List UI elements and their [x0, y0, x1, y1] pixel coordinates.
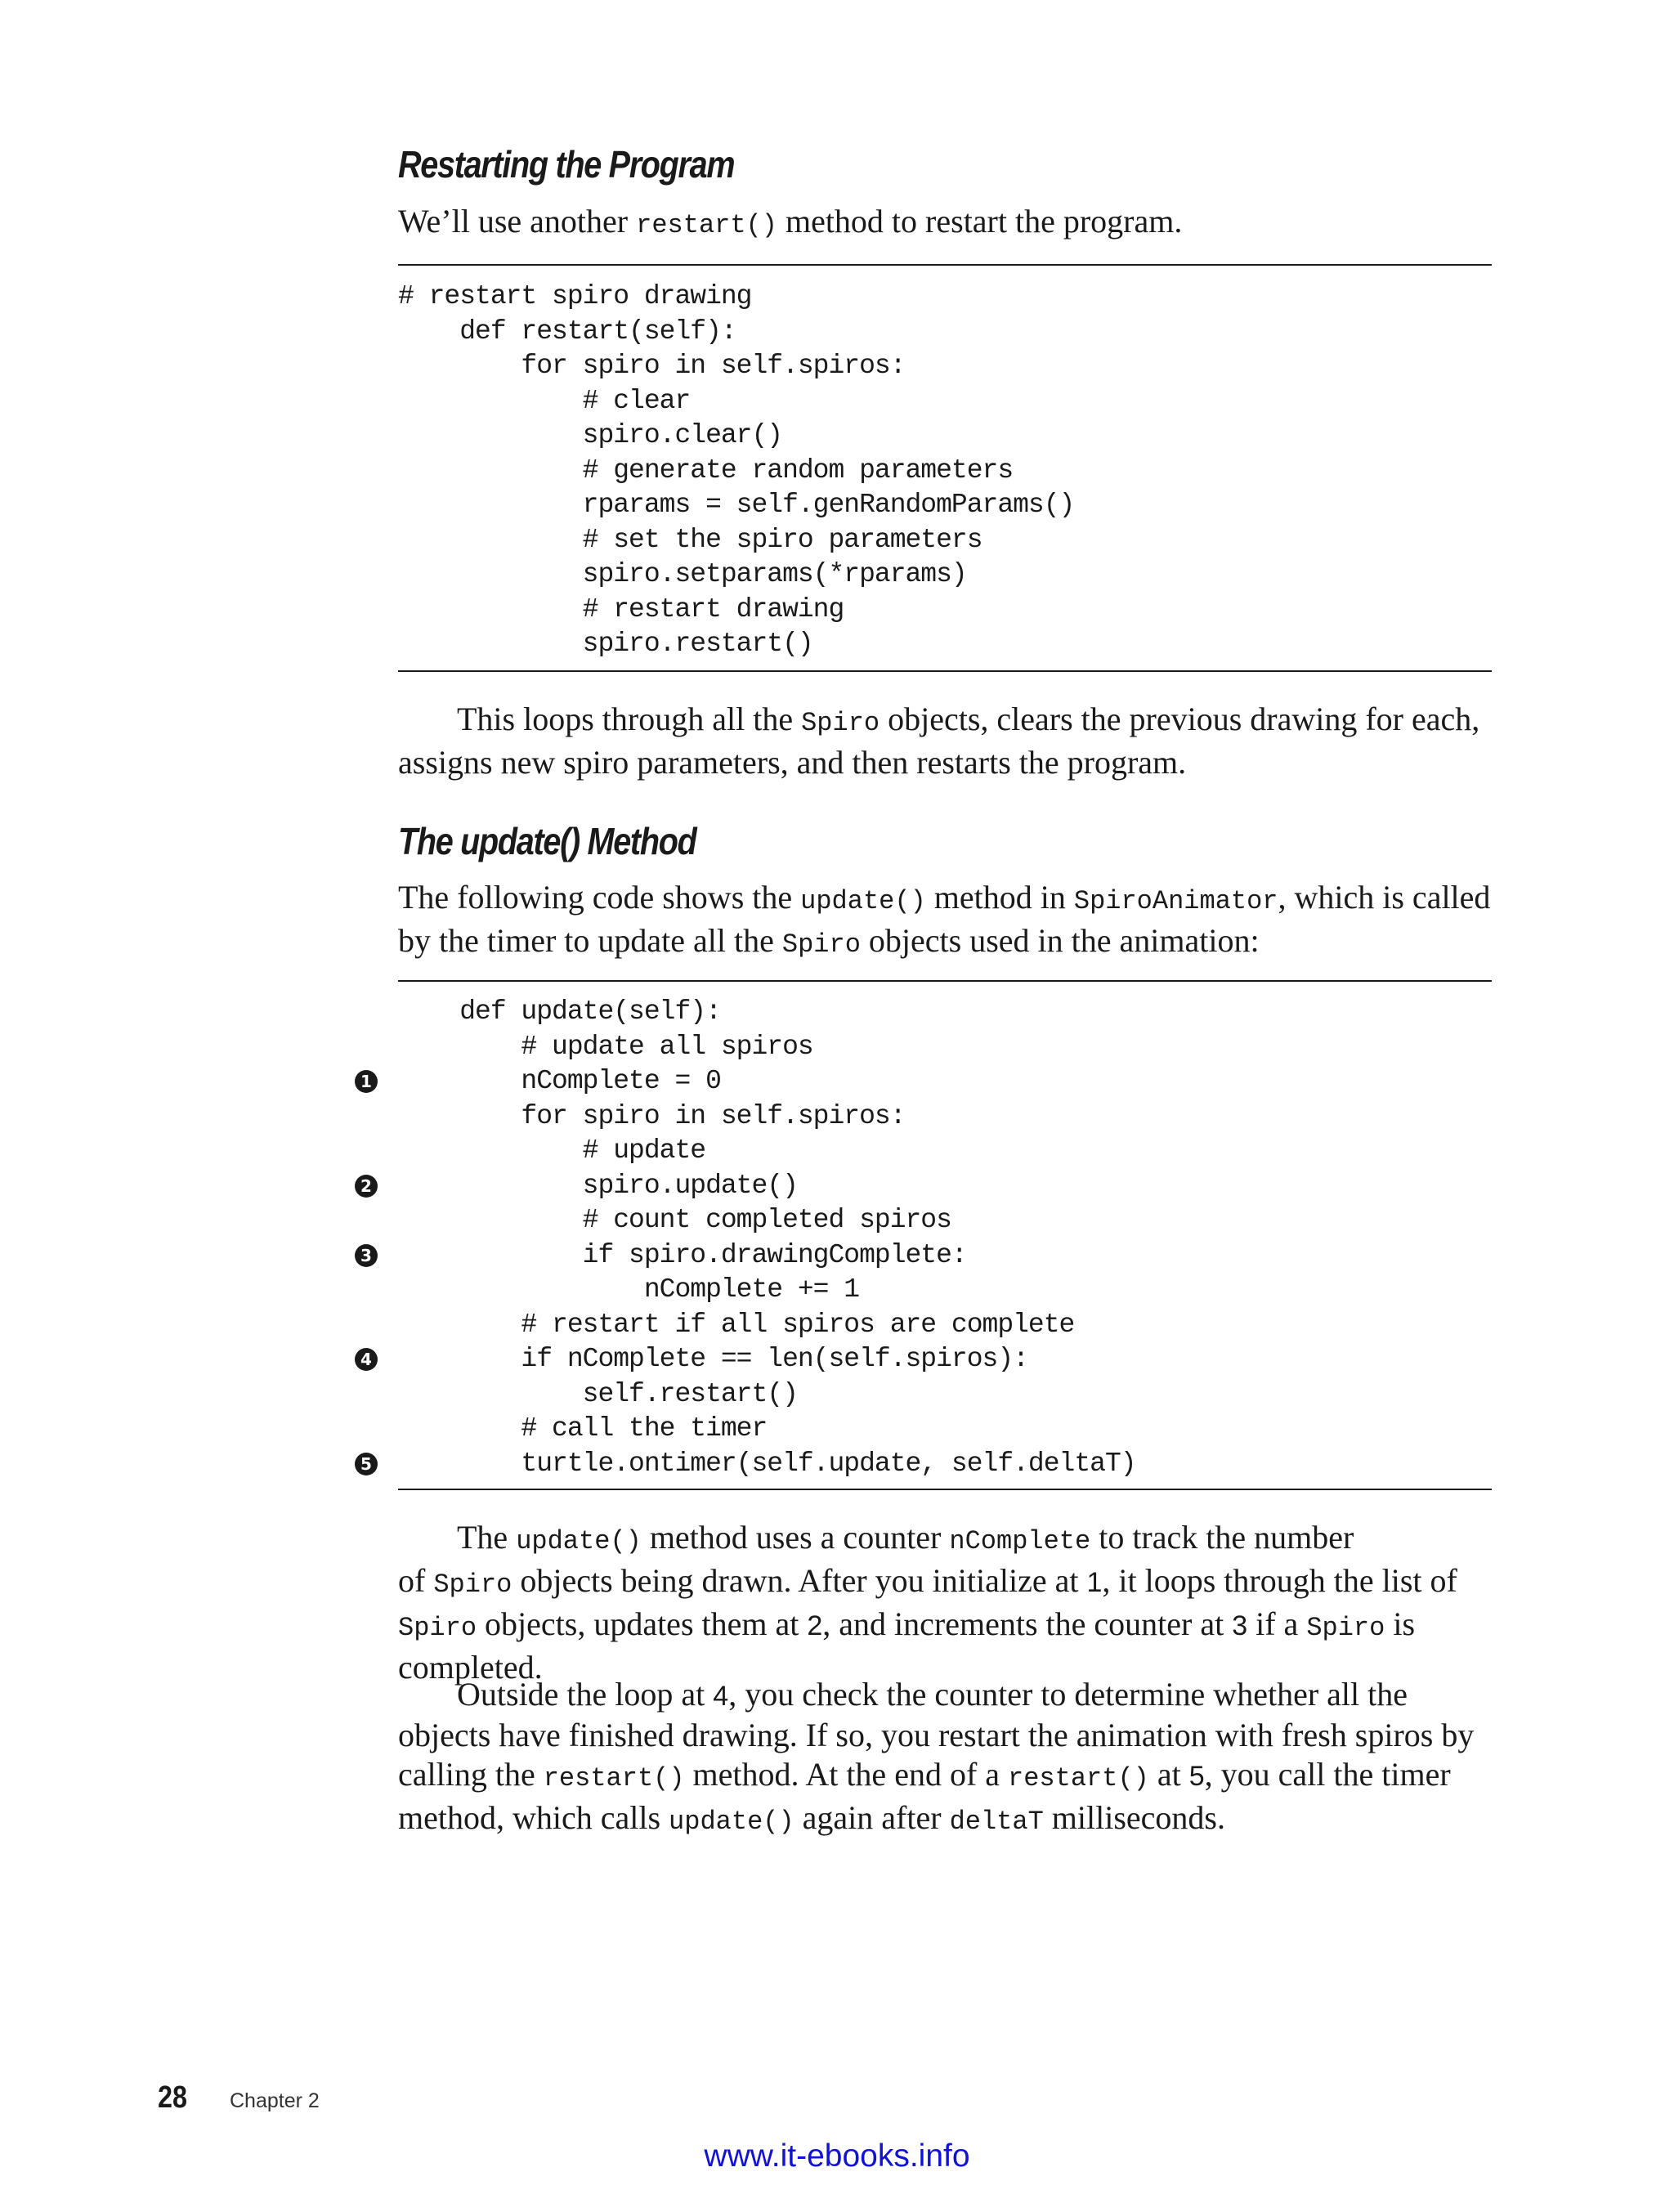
code-line: # update: [398, 1135, 706, 1166]
callout-marker-1: 1: [355, 1070, 378, 1093]
code-rule-top: [398, 264, 1492, 266]
inline-code: update(): [669, 1807, 794, 1837]
inline-code: nComplete: [949, 1526, 1091, 1556]
code-line: # count completed spiros: [398, 1205, 951, 1235]
inline-code: SpiroAnimator: [1073, 886, 1278, 916]
update-explanation-paragraph-2: Outside the loop at 4, you check the counter to determine whether all the objects have finished drawing. If so, you restart the animation with fresh spiros by calling the restart() method. At the end of a restart() at 5, you call the timer method, which calls update() again after deltaT milliseconds.: [398, 1676, 1475, 1837]
code-line: nComplete = 0: [398, 1066, 721, 1096]
callout-ref-1: 1: [1086, 1567, 1103, 1598]
code-line: spiro.restart(): [398, 629, 813, 659]
inline-code: deltaT: [949, 1807, 1044, 1837]
code-line: spiro.update(): [398, 1170, 798, 1201]
page-number: 28: [158, 2080, 187, 2115]
inline-code: Spiro: [433, 1569, 512, 1600]
callout-ref-3: 3: [1232, 1610, 1248, 1641]
section-heading-update: The update() Method: [398, 820, 696, 862]
code-line: # call the timer: [398, 1413, 768, 1444]
restart-intro-paragraph: We’ll use another restart() method to restart the program.: [398, 203, 1183, 240]
code-line: spiro.setparams(*rparams): [398, 559, 967, 589]
code-rule-bottom: [398, 1489, 1492, 1490]
code-line: # set the spiro parameters: [398, 524, 982, 555]
code-line: rparams = self.genRandomParams(): [398, 490, 1075, 520]
update-intro-paragraph: The following code shows the update() method in SpiroAnimator, which is called by the timer to update all the Spiro objects used in the animation:: [398, 879, 1491, 960]
code-line: # restart if all spiros are complete: [398, 1309, 1075, 1340]
code-line: nComplete += 1: [398, 1274, 860, 1305]
chapter-label: Chapter 2: [230, 2089, 320, 2112]
code-line: self.restart(): [398, 1378, 798, 1409]
code-line: for spiro in self.spiros:: [398, 351, 906, 381]
code-line: # generate random parameters: [398, 454, 1014, 486]
code-rule-top: [398, 980, 1492, 982]
callout-marker-5: 5: [355, 1453, 378, 1475]
code-line: turtle.ontimer(self.update, self.deltaT): [398, 1448, 1136, 1479]
code-line: if spiro.drawingComplete:: [398, 1239, 967, 1270]
inline-code: Spiro: [1306, 1613, 1385, 1643]
callout-marker-2: 2: [355, 1175, 378, 1198]
inline-code: restart(): [636, 210, 777, 240]
callout-marker-4: 4: [355, 1348, 378, 1371]
inline-code: Spiro: [781, 929, 861, 960]
inline-code: restart(): [543, 1763, 685, 1793]
code-line: # update all spiros: [398, 1031, 813, 1062]
callout-ref-4: 4: [713, 1681, 729, 1712]
code-line: def restart(self):: [398, 316, 736, 347]
code-line: for spiro in self.spiros:: [398, 1100, 906, 1131]
code-line: def update(self):: [398, 996, 721, 1027]
inline-code: Spiro: [398, 1613, 477, 1643]
section-heading-restarting: Restarting the Program: [398, 143, 735, 186]
code-line: if nComplete == len(self.spiros):: [398, 1344, 1028, 1374]
callout-ref-5: 5: [1188, 1761, 1205, 1792]
code-line: # restart spiro drawing: [398, 281, 752, 311]
update-code-listing: [398, 995, 1136, 1481]
callout-marker-3: 3: [355, 1244, 378, 1267]
code-rule-bottom: [398, 670, 1492, 672]
watermark-link[interactable]: www.it-ebooks.info: [704, 2138, 970, 2174]
inline-code: restart(): [1008, 1763, 1149, 1793]
inline-code: update(): [800, 886, 926, 916]
callout-ref-2: 2: [807, 1610, 823, 1641]
code-line: spiro.clear(): [398, 420, 783, 450]
code-line: # clear: [398, 385, 691, 416]
restart-explanation-paragraph: This loops through all the Spiro objects, clears the previous drawing for each, assigns new spiro parameters, and then restarts the program.: [398, 701, 1480, 781]
restart-code-listing: [398, 280, 1074, 662]
update-explanation-paragraph-1: The update() method uses a counter nComplete to track the number of Spiro objects being drawn. After you initialize at 1, it loops through the list of Spiro objects, updates them at 2, and increments the counter at 3 if a Spiro is completed.: [398, 1519, 1457, 1686]
code-line: # restart drawing: [398, 593, 844, 625]
inline-code: Spiro: [801, 708, 880, 738]
inline-code: update(): [516, 1526, 642, 1556]
